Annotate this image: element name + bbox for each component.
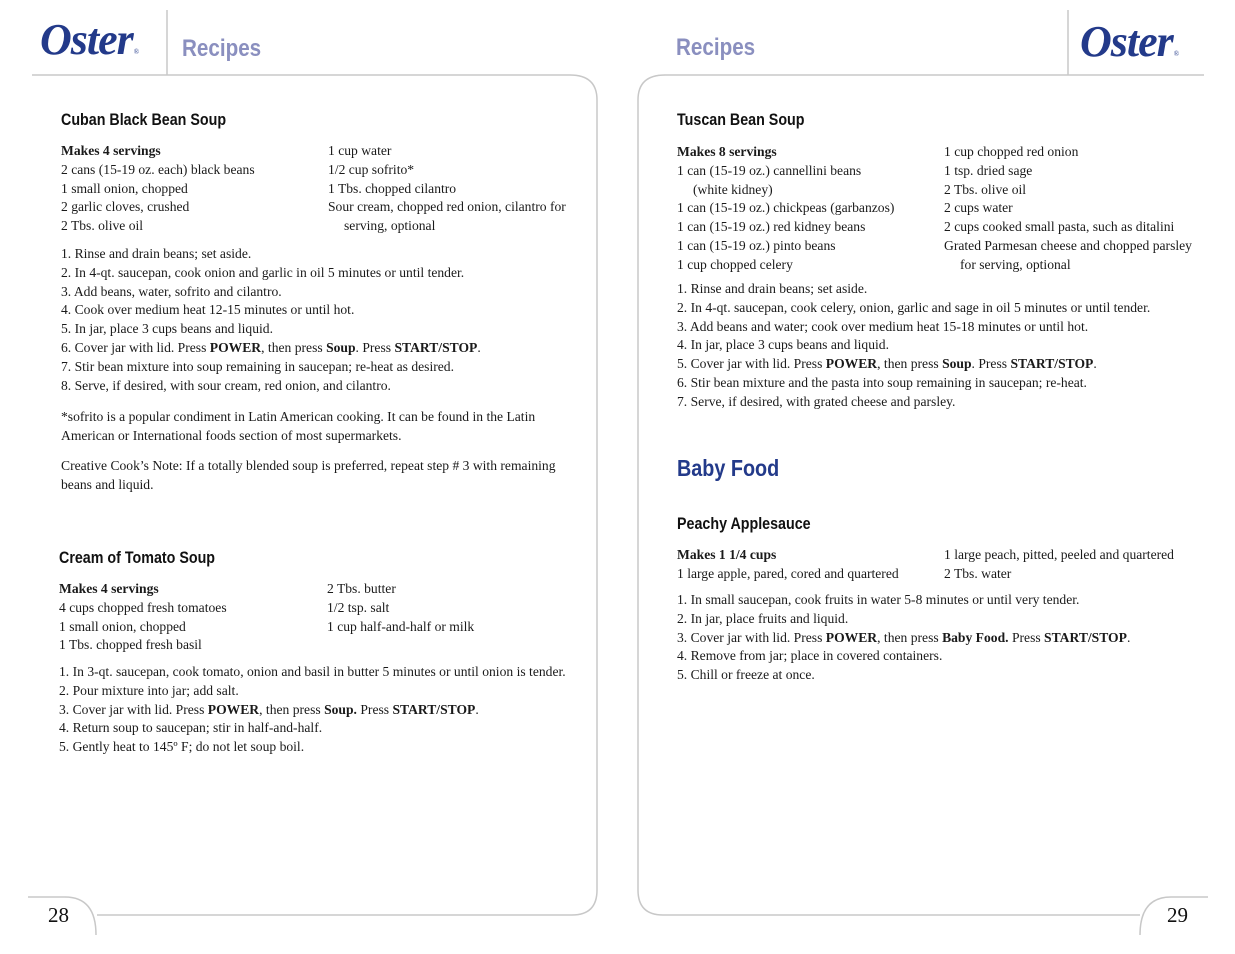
step: 8. Serve, if desired, with sour cream, red onion, and cilantro. bbox=[61, 377, 391, 393]
ingredients-left bbox=[677, 143, 894, 275]
step: 6. Cover jar with lid. Press POWER, then press Soup. Press START/STOP. bbox=[61, 339, 481, 355]
step: 5. Cover jar with lid. Press POWER, then press Soup. Press START/STOP. bbox=[677, 356, 1097, 372]
recipe-title-tuscan: Tuscan Bean Soup bbox=[677, 110, 805, 129]
ingredient: 1 large peach, pitted, peeled and quartered bbox=[944, 547, 1174, 562]
ingredients-right bbox=[944, 546, 1174, 584]
oster-logo: Oster® bbox=[40, 15, 139, 64]
servings: Makes 8 servings bbox=[677, 144, 777, 159]
ingredient: 4 cups chopped fresh tomatoes bbox=[59, 599, 227, 615]
step: 5. In jar, place 3 cups beans and liquid. bbox=[61, 321, 273, 337]
ingredient: 1 can (15-19 oz.) cannellini beans bbox=[677, 162, 862, 178]
step: 2. Pour mixture into jar; add salt. bbox=[59, 682, 239, 698]
step: 2. In jar, place fruits and liquid. bbox=[677, 610, 849, 626]
ingredient: 1 can (15-19 oz.) red kidney beans bbox=[677, 219, 866, 235]
steps-applesauce bbox=[677, 591, 1130, 685]
ingredient: Sour cream, chopped red onion, cilantro for bbox=[328, 199, 566, 215]
ingredient: 1/2 cup sofrito* bbox=[328, 161, 415, 177]
ingredient: 1/2 tsp. salt bbox=[327, 599, 390, 615]
steps-cuban bbox=[61, 245, 481, 395]
ingredient: 1 cup chopped celery bbox=[677, 256, 793, 272]
ingredient: 1 small onion, chopped bbox=[59, 618, 186, 634]
cooks-note: Creative Cook’s Note: If a totally blended soup is preferred, repeat step # 3 with remaining beans and liquid. bbox=[61, 458, 556, 492]
recipe-title-applesauce: Peachy Applesauce bbox=[677, 514, 811, 533]
ingredient: 1 cup chopped red onion bbox=[944, 144, 1079, 159]
ingredients-right bbox=[944, 143, 1192, 275]
step: 2. In 4-qt. saucepan, cook onion and garlic in oil 5 minutes or until tender. bbox=[61, 264, 465, 280]
ingredients-right bbox=[327, 580, 474, 636]
ingredient: 1 can (15-19 oz.) chickpeas (garbanzos) bbox=[677, 200, 895, 216]
ingredient: 2 Tbs. olive oil bbox=[61, 218, 144, 234]
step: 3. Cover jar with lid. Press POWER, then press Soup. Press START/STOP. bbox=[59, 701, 479, 717]
section-title-baby-food: Baby Food bbox=[677, 455, 780, 481]
ingredients-left bbox=[59, 580, 227, 655]
oster-logo: Oster® bbox=[1080, 17, 1179, 66]
step: 4. Return soup to saucepan; stir in half-and-half. bbox=[59, 720, 323, 736]
step: 3. Add beans and water; cook over medium heat 15-18 minutes or until hot. bbox=[677, 318, 1089, 334]
ingredient: Grated Parmesan cheese and chopped parsley bbox=[944, 237, 1192, 253]
page-number: 28 bbox=[48, 903, 69, 927]
step: 1. Rinse and drain beans; set aside. bbox=[61, 246, 252, 261]
step: 4. In jar, place 3 cups beans and liquid. bbox=[677, 337, 889, 353]
sofrito-note: *sofrito is a popular condiment in Latin American cooking. It can be found in the Latin American or International foods section of most supermarkets. bbox=[61, 409, 536, 443]
ingredient: 1 Tbs. chopped cilantro bbox=[328, 180, 457, 196]
ingredient: 2 cups water bbox=[944, 200, 1013, 216]
step: 2. In 4-qt. saucepan, cook celery, onion, garlic and sage in oil 5 minutes or until tender. bbox=[677, 299, 1151, 315]
step: 1. In 3-qt. saucepan, cook tomato, onion and basil in butter 5 minutes or until onion is tender. bbox=[59, 664, 566, 679]
page-number: 29 bbox=[1167, 903, 1188, 927]
step: 6. Stir bean mixture and the pasta into soup remaining in saucepan; re-heat. bbox=[677, 374, 1087, 390]
step: 5. Chill or freeze at once. bbox=[677, 667, 815, 683]
step: 1. In small saucepan, cook fruits in water 5-8 minutes or until very tender. bbox=[677, 592, 1080, 607]
ingredient: 1 cup water bbox=[328, 143, 392, 158]
recipe-title-cuban: Cuban Black Bean Soup bbox=[61, 110, 227, 129]
ingredient: 2 cups cooked small pasta, such as ditalini bbox=[944, 219, 1175, 235]
step: 1. Rinse and drain beans; set aside. bbox=[677, 281, 868, 296]
step: 3. Add beans, water, sofrito and cilantro. bbox=[61, 283, 282, 299]
ingredient: 2 Tbs. olive oil bbox=[944, 181, 1027, 197]
ingredient: 1 can (15-19 oz.) pinto beans bbox=[677, 237, 836, 253]
ingredient: (white kidney) bbox=[693, 181, 773, 197]
ingredient: 1 Tbs. chopped fresh basil bbox=[59, 637, 202, 653]
page-section-title: Recipes bbox=[182, 35, 262, 62]
step: 7. Stir bean mixture into soup remaining in saucepan; re-heat as desired. bbox=[61, 358, 454, 374]
step: 4. Remove from jar; place in covered containers. bbox=[677, 648, 943, 664]
ingredient: for serving, optional bbox=[960, 256, 1071, 272]
servings: Makes 1 1/4 cups bbox=[677, 547, 777, 562]
ingredient: 2 cans (15-19 oz. each) black beans bbox=[61, 161, 255, 177]
servings: Makes 4 servings bbox=[61, 143, 161, 158]
ingredient: 1 tsp. dried sage bbox=[944, 162, 1033, 178]
page-section-title: Recipes bbox=[676, 34, 756, 61]
ingredient: 2 garlic cloves, crushed bbox=[61, 199, 190, 215]
recipe-title-tomato: Cream of Tomato Soup bbox=[59, 548, 216, 567]
ingredient: serving, optional bbox=[344, 218, 436, 234]
step: 4. Cook over medium heat 12-15 minutes or until hot. bbox=[61, 302, 355, 318]
ingredient: 2 Tbs. butter bbox=[327, 581, 396, 596]
ingredients-right bbox=[328, 142, 566, 236]
steps-tomato bbox=[59, 663, 566, 757]
ingredients-left bbox=[61, 142, 255, 236]
step: 3. Cover jar with lid. Press POWER, then press Baby Food. Press START/STOP. bbox=[677, 629, 1131, 645]
ingredient: 2 Tbs. water bbox=[944, 565, 1012, 581]
ingredients-left bbox=[677, 546, 899, 584]
step: 5. Gently heat to 145º F; do not let soup boil. bbox=[59, 739, 305, 755]
ingredient: 1 small onion, chopped bbox=[61, 180, 188, 196]
step: 7. Serve, if desired, with grated cheese and parsley. bbox=[677, 393, 956, 409]
ingredient: 1 cup half-and-half or milk bbox=[327, 618, 475, 634]
servings: Makes 4 servings bbox=[59, 581, 159, 596]
steps-tuscan bbox=[677, 280, 1150, 412]
ingredient: 1 large apple, pared, cored and quartered bbox=[677, 565, 899, 581]
